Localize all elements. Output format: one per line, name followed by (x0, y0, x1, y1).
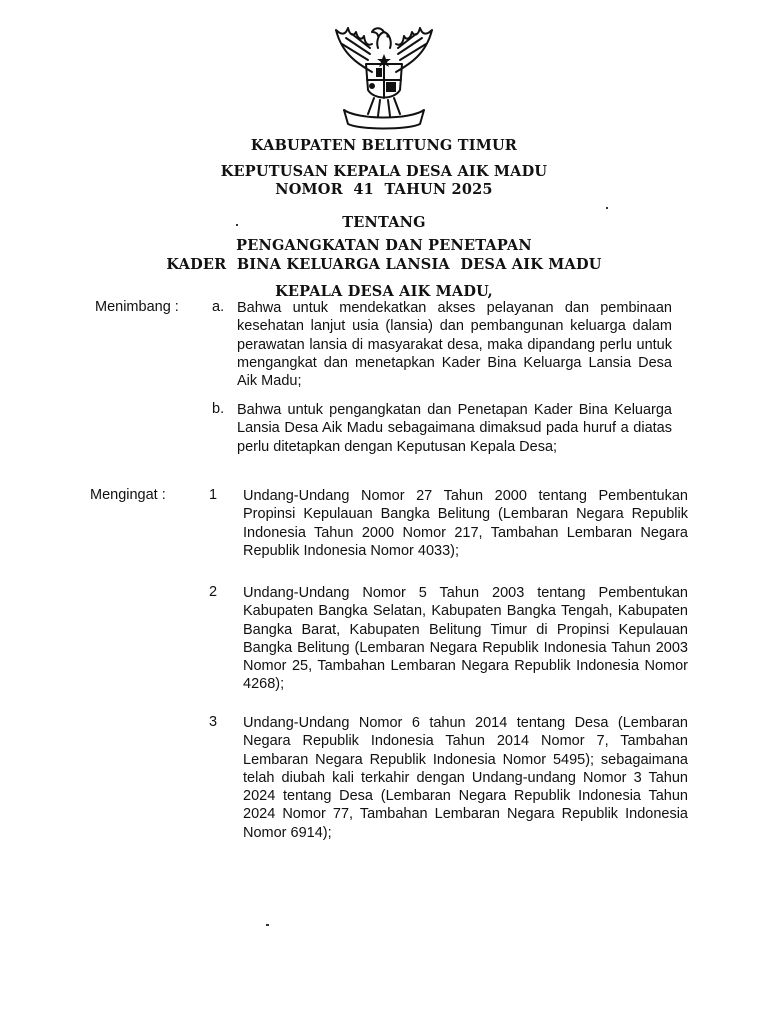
mengingat-marker-2: 2 (209, 584, 218, 600)
mengingat-label: Mengingat : (90, 487, 166, 503)
about-heading: TENTANG (342, 214, 426, 231)
mengingat-item-1: Undang-Undang Nomor 27 Tahun 2000 tentang Pembentukan Propinsi Kepulauan Bangka Belitung (Lembaran Negara Republik Indonesia Tahun 2000 Nomor 217, Tambahan Lembaran Negara Republik Indonesia Nomor 4033); (243, 488, 688, 559)
issuer-heading: KEPALA DESA AIK MADU, (275, 283, 493, 300)
scan-speck (266, 924, 269, 926)
mengingat-item-2: Undang-Undang Nomor 5 Tahun 2003 tentang Pembentukan Kabupaten Bangka Selatan, Kabupaten Bangka Tengah, Kabupaten Bangka Barat, Kabupaten Belitung Timur di Propinsi Kepulauan Bangka Belitung (Lembaran Negara Republik Indonesia Tahun 2003 Nomor 25, Tambahan Lembaran Negara Republik Indonesia Nomor 4268); (243, 585, 688, 693)
subject-line-2: KADER BINA KELUARGA LANSIA DESA AIK MADU (166, 256, 602, 273)
mengingat-marker-3: 3 (209, 714, 218, 730)
menimbang-item-a: Bahwa untuk mendekatkan akses pelayanan dan pembinaan kesehatan lanjut usia (lansia) dan pembangunan keluarga dalam perawatan lansia di masyarakat desa, maka dipandang perlu untuk mengangkat dan menetapkan Kader Bina Keluarga Lansia Desa Aik Madu; (237, 300, 672, 390)
regency-title: KABUPATEN BELITUNG TIMUR (250, 137, 518, 154)
scan-speck (236, 224, 238, 226)
menimbang-item-b: Bahwa untuk pengangkatan dan Penetapan Kader Bina Keluarga Lansia Desa Aik Madu sebagaimana dimaksud pada huruf a diatas perlu ditetapkan dengan Keputusan Kepala Desa; (237, 402, 672, 455)
menimbang-label: Menimbang : (95, 299, 179, 315)
menimbang-marker-b: b. (212, 401, 225, 417)
subject-line-1: PENGANGKATAN DAN PENETAPAN (236, 237, 532, 254)
decree-number: NOMOR 41 TAHUN 2025 (275, 181, 493, 198)
mengingat-marker-1: 1 (209, 487, 218, 503)
garuda-emblem-icon (328, 14, 440, 130)
scan-speck (606, 207, 608, 209)
decree-title: KEPUTUSAN KEPALA DESA AIK MADU (220, 163, 548, 180)
mengingat-item-3: Undang-Undang Nomor 6 tahun 2014 tentang Desa (Lembaran Negara Republik Indonesia Tahun 2014 Nomor 7, Tambahan Lembaran Negara Republik Indonesia Nomor 5495); sebagaimana telah diubah kali terkahir dengan Undang-undang Nomor 3 Tahun 2024 tentang Desa (Lembaran Negara Republik Indonesia Tahun 2024 Nomor 77, Tambahan Lembaran Negara Republik Indonesia Nomor 6914); (243, 715, 688, 841)
menimbang-marker-a: a. (212, 299, 225, 315)
